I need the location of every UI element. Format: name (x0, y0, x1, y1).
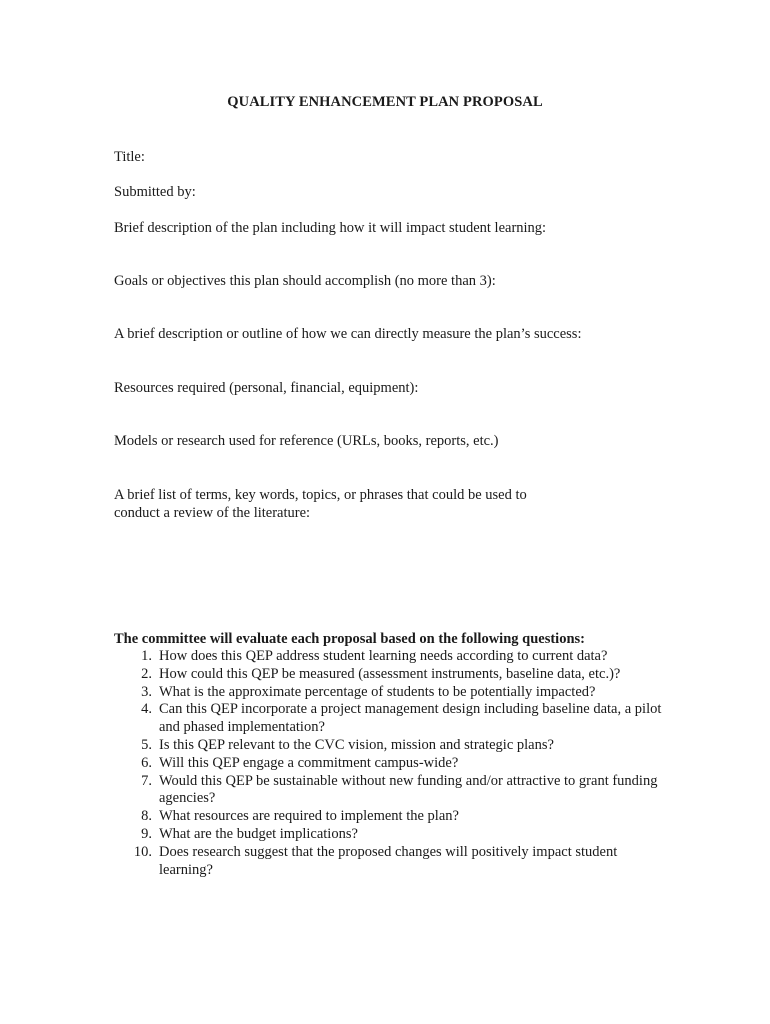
literature-field-label: A brief list of terms, key words, topics, or phrases that could be used to conduct a review of the literature: (114, 487, 527, 521)
criteria-item (114, 648, 674, 666)
criteria-item (114, 773, 674, 809)
document-title: QUALITY ENHANCEMENT PLAN PROPOSAL (227, 94, 543, 110)
criteria-item (114, 844, 674, 880)
criteria-list (114, 648, 674, 879)
criteria-item-number: 2. (141, 665, 152, 682)
criteria-item-text: How does this QEP address student learning needs according to current data? (159, 648, 608, 664)
criteria-item-number: 4. (141, 701, 152, 718)
criteria-item-number: 3. (141, 683, 152, 700)
criteria-item-text: Does research suggest that the proposed changes will positively impact student learning? (159, 843, 618, 878)
criteria-item (114, 684, 674, 702)
criteria-item (114, 737, 674, 755)
criteria-item-number: 8. (141, 808, 152, 825)
models-field-label: Models or research used for reference (URLs, books, reports, etc.) (114, 433, 499, 449)
criteria-item-text: Would this QEP be sustainable without new funding and/or attractive to grant funding agencies? (159, 772, 658, 807)
submitted-by-field-label: Submitted by: (114, 184, 196, 200)
criteria-item-text: What resources are required to implement the plan? (159, 808, 459, 825)
criteria-item-number: 9. (141, 825, 152, 842)
criteria-item (114, 808, 674, 826)
evaluation-criteria-section (114, 630, 674, 879)
criteria-item-text: Will this QEP engage a commitment campus-wide? (159, 754, 459, 771)
criteria-item-number: 1. (141, 648, 152, 664)
title-field-label: Title: (114, 149, 145, 165)
criteria-item-text: What is the approximate percentage of students to be potentially impacted? (159, 683, 596, 700)
criteria-item-text: Is this QEP relevant to the CVC vision, mission and strategic plans? (159, 736, 554, 753)
criteria-item-text: How could this QEP be measured (assessment instruments, baseline data, etc.)? (159, 665, 621, 682)
criteria-item (114, 755, 674, 773)
criteria-item-number: 6. (141, 754, 152, 771)
criteria-item-number: 7. (141, 772, 152, 789)
resources-field-label: Resources required (personal, financial, equipment): (114, 380, 419, 396)
criteria-item (114, 701, 674, 737)
criteria-item-number: 10. (133, 843, 152, 860)
criteria-heading: The committee will evaluate each proposal based on the following questions: (114, 631, 585, 647)
criteria-item-text: What are the budget implications? (159, 825, 358, 842)
criteria-item (114, 826, 674, 844)
criteria-item (114, 666, 674, 684)
goals-field-label: Goals or objectives this plan should accomplish (no more than 3): (114, 273, 496, 289)
criteria-item-number: 5. (141, 736, 152, 753)
brief-description-field-label: Brief description of the plan including how it will impact student learning: (114, 220, 547, 236)
criteria-item-text: Can this QEP incorporate a project management design including baseline data, a pilot and phased implementation? (159, 701, 662, 736)
measurement-field-label: A brief description or outline of how we can directly measure the plan’s success: (114, 326, 582, 342)
